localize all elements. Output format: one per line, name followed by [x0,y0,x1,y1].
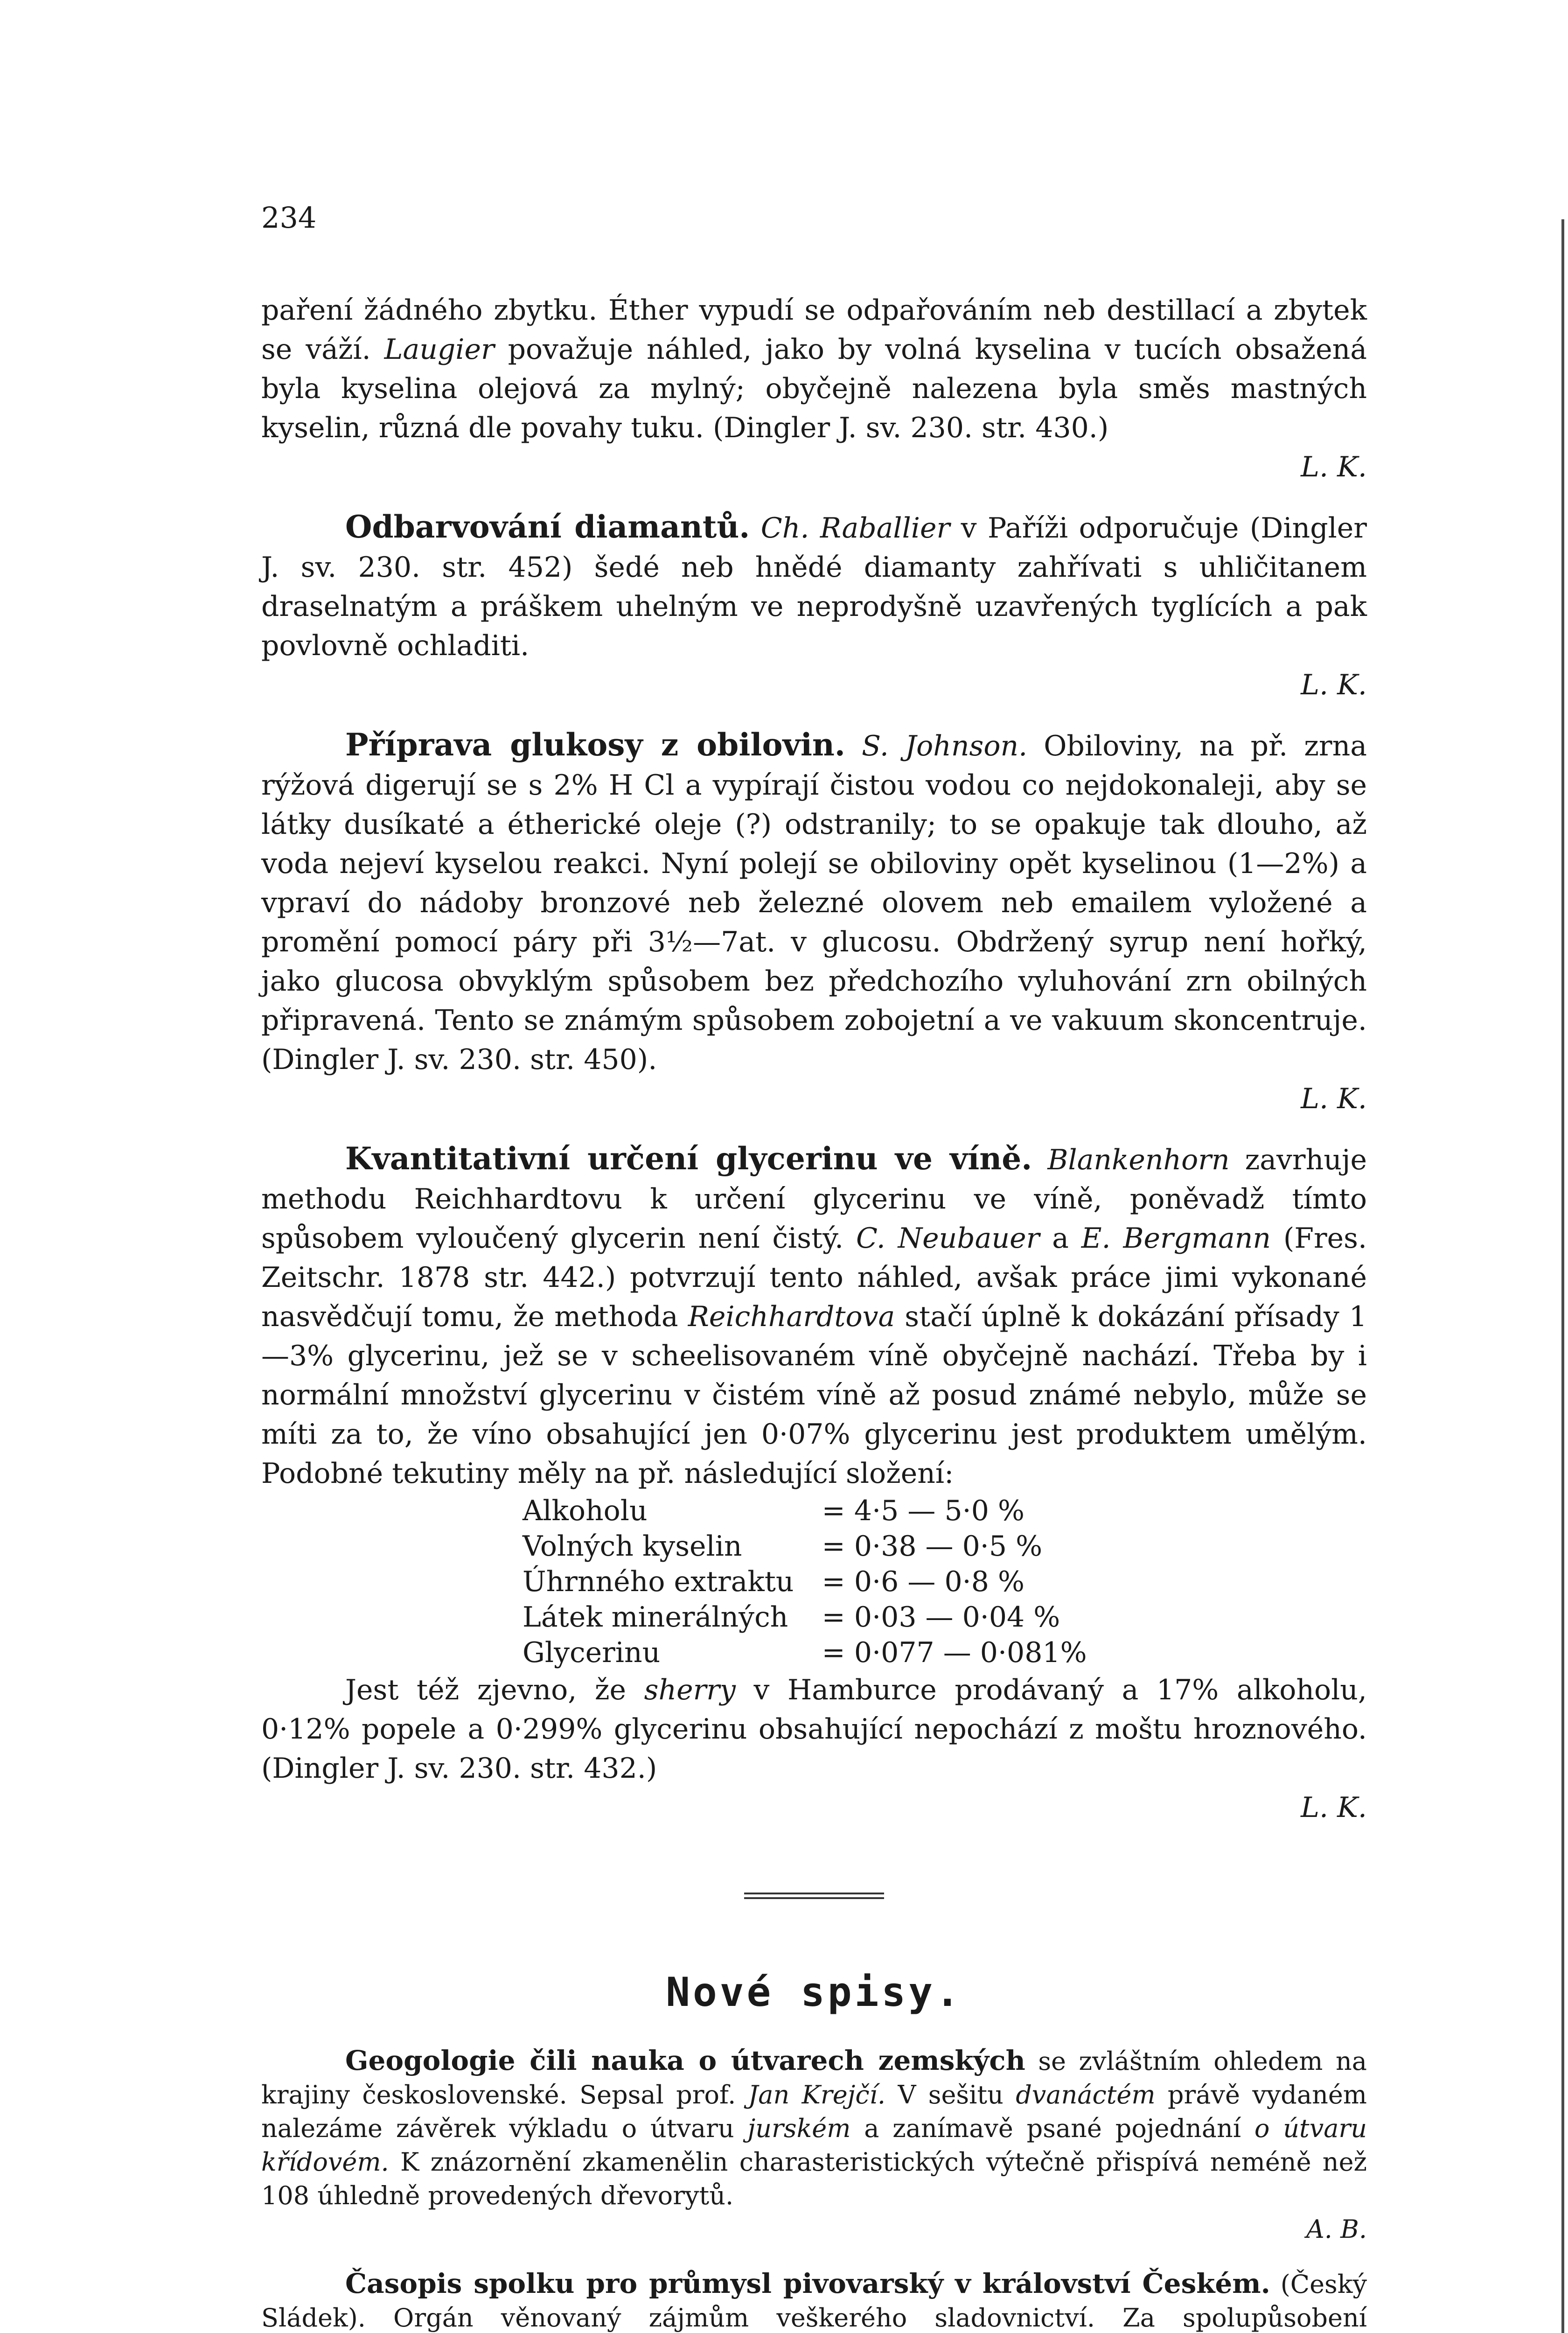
article-glucose: Příprava glukosy z obilovin. S. Johnson. Obiloviny, na př. zrna rýžová digerují se s 2% H Cl a vypírají čistou vodou co nejdokonaleji, aby se látky dusíkaté a étherické oleje (?) odstranily; to se opakuje tak dlouho, až voda nejeví kyselou reakci. Nyní polejí se obiloviny opět kyselinou (1—2%) a vpraví do nádoby bronzové neb železné olovem neb emailem vyložené a promění pomocí páry při 3½—7at. v glucosu. Obdržený syrup není hořký, jako glucosa obvyklým spůsobem bez předchozího vyluhování zrn obilných připravená. Tento se známým spůsobem zobojetní a ve vakuum skoncentruje. (Dingler J. sv. 230. str. 450). L. K. [261,725,1367,1118]
table-row: Glycerinu = 0·077 — 0·081% [523,1636,1087,1669]
page-number: 234 [261,201,317,235]
article-diamonds: Odbarvování diamantů. Ch. Raballier v Paříži odporučuje (Dingler J. sv. 230. str. 452) šedé neb hnědé diamanty zahřívati s uhličitanem draselnatým a práškem uhelným ve neprodyšně uzavřených tyglících a pak povlovně ochladiti. L. K. [261,507,1367,705]
author-name: S. Johnson. [861,730,1028,762]
new-books-section [261,2044,1367,2333]
book-title: Časopis spolku pro průmysl pivovarský v království Českém. [345,2268,1270,2299]
author-name: Blankenhorn [1047,1144,1230,1176]
article-heading: Příprava glukosy z obilovin. [345,726,845,763]
table-row: Alkoholu = 4·5 — 5·0 % [523,1495,1024,1527]
table-row: Volných kyselin = 0·38 — 0·5 % [523,1530,1043,1563]
article-heading: Odbarvování diamantů. [345,509,750,545]
section-title: Nové spisy. [666,1969,962,2016]
composition-table [523,1493,1096,1670]
article-laugier: paření žádného zbytku. Éther vypudí se odpařováním neb destillací a zbytek se váží. Laugier považuje náhled, jako by volná kyselina v tucích obsažená byla kyselina olejová za mylný; obyčejně nalezena byla směs mastných kyselin, různá dle povahy tuku. (Dingler J. sv. 230. str. 430.) L. K. [261,291,1367,487]
book-title: Geogologie čili nauka o útvarech zemských [345,2045,1025,2076]
document-page [261,201,1367,2333]
author-initials: L. K. [1301,1083,1367,1115]
article-glycerin-cont: Jest též zjevno, že sherry v Hamburce prodávaný a 17% alkoholu, 0·12% popele a 0·299% glycerinu obsahující nepochází z moštu hroznového. (Dingler J. sv. 230. str. 432.) L. K. [261,1670,1367,1827]
table-row: Úhrnného extraktu = 0·6 — 0·8 % [523,1565,1024,1598]
book-entry: Časopis spolku pro průmysl pivovarský v království Českém. (Český Sládek). Orgán věnovaný zájmům veškerého sladovnictví. Za spolupůsobení [261,2268,1367,2333]
article-glycerin: Kvantitativní určení glycerinu ve víně. Blankenhorn zavrhuje methodu Reichhardtovu k určení glycerinu ve víně, poněvadž tímto spůsobem vyloučený glycerin není čistý. C. Neubauer a E. Bergmann (Fres. Zeitschr. 1878 str. 442.) potvrzují tento náhled, avšak práce jimi vykonané nasvědčují tomu, že methoda Reichhardtova stačí úplně k dokázání přísady 1—3% glycerinu, jež se v scheelisovaném víně obyčejně nachází. Třeba by i normální množství glycerinu v čistém víně až posud známé nebylo, může se míti za to, že víno obsahující jen 0·07% glycerinu jest produktem umělým. Podobné tekutiny měly na př. následující složení: [261,1140,1367,1490]
author-initials: A. B. [1306,2214,1367,2244]
author-initials: L. K. [1301,451,1367,483]
page-edge [1561,219,1564,2333]
section-divider [744,1893,884,1899]
author-name: Ch. Raballier [760,512,950,545]
author-initials: L. K. [1301,1791,1367,1824]
book-entry: Geogologie čili nauka o útvarech zemských se zvláštním ohledem na krajiny československé. Sepsal prof. Jan Krejčí. V sešitu dvanáctém právě vydaném nalezáme závěrek výkladu o útvaru jurském a zanímavě psané pojednání o útvaru křídovém. K znázornění zkamenělin charasteristických výtečně přispívá neméně než 108 úhledně provedených dřevorytů. A. B. [261,2044,1367,2246]
author-name: Laugier [384,333,495,366]
author-initials: L. K. [1301,669,1367,701]
article-heading: Kvantitativní určení glycerinu ve víně. [345,1140,1032,1177]
table-row: Látek minerálných = 0·03 — 0·04 % [523,1601,1060,1634]
